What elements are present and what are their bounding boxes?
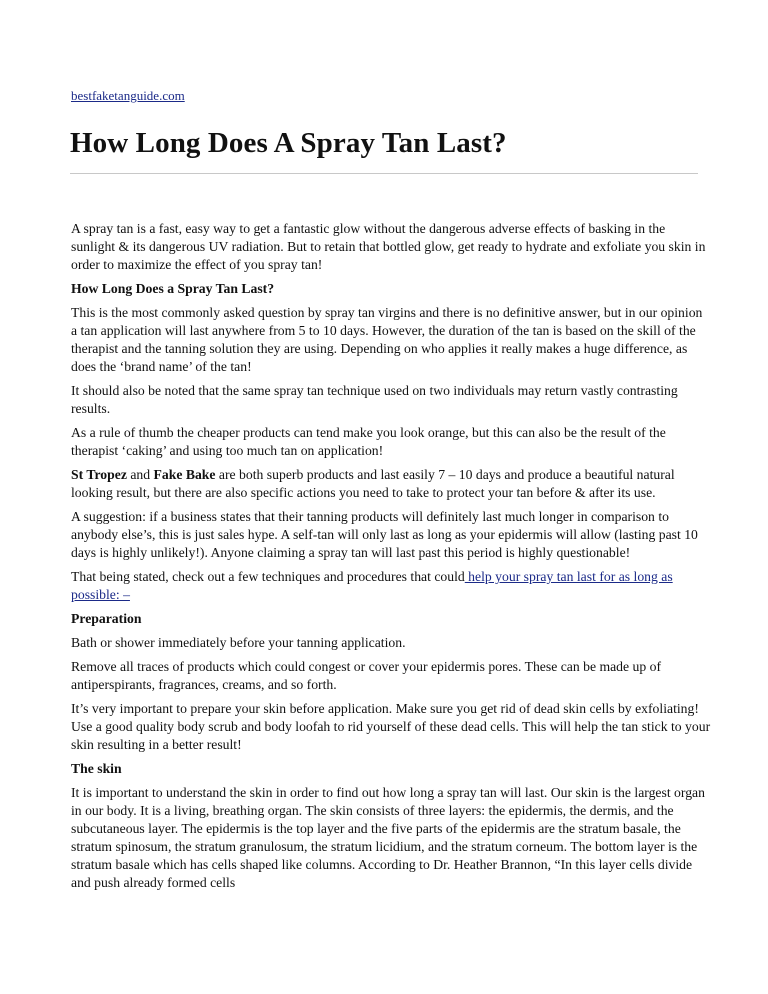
techniques-text: That being stated, check out a few techniques and procedures that could [71, 569, 465, 584]
title-divider [70, 173, 698, 174]
paragraph-bath: Bath or shower immediately before your tanning application. [71, 635, 406, 650]
page-title: How Long Does A Spray Tan Last? [70, 127, 507, 159]
brand-st-tropez: St Tropez [71, 467, 127, 482]
help-spray-tan-link[interactable]: help your spray tan last for as long as possible: – [71, 569, 673, 602]
section-heading-preparation: Preparation [71, 611, 142, 626]
brands-text: are both superb products and last easily 7 – 10 days and produce a beautiful natural looking result, but there are also specific actions you need to take to protect your tan before & after its use. [71, 467, 675, 500]
section-heading-skin: The skin [71, 761, 122, 776]
brand-conjunction: and [126, 467, 154, 482]
paragraph-skin: It is important to understand the skin in order to find out how long a spray tan will last. Our skin is the largest organ in our body. It is a living, breathing organ. The skin consists of three layers: the epidermis, the dermis, and the subcutaneous layer. The epidermis is the top layer and the five parts of the epidermis are the stratum basale, the stratum spinosum, the stratum granulosum, the stratum licidium, and the stratum corneum. The bottom layer is the stratum basale which has cells shaped like columns. According to Dr. Heather Brannon, “In this layer cells divide and push already formed cells [71, 785, 705, 890]
section-heading-how-long: How Long Does a Spray Tan Last? [71, 281, 275, 296]
site-link[interactable]: bestfaketanguide.com [71, 88, 185, 103]
paragraph-definitive-answer: This is the most commonly asked question by spray tan virgins and there is no definitive answer, but in our opinion a tan application will last anywhere from 5 to 10 days. However, the duration of the tan is based on the skill of the therapist and the tanning solution they are using. Depending on who applies it really makes a huge difference, as does the ‘brand name’ of the tan! [71, 305, 703, 374]
paragraph-rule-of-thumb: As a rule of thumb the cheaper products can tend make you look orange, but this can also be the result of the therapist ‘caking’ and using too much tan on application! [71, 425, 666, 458]
intro-paragraph: A spray tan is a fast, easy way to get a fantastic glow without the dangerous adverse effects of basking in the sunlight & its dangerous UV radiation. But to retain that bottled glow, get ready to hydrate and exfoliate you skin in order to maximize the effect of you spray tan! [71, 221, 706, 272]
paragraph-exfoliate: It’s very important to prepare your skin before application. Make sure you get rid of dead skin cells by exfoliating! Use a good quality body scrub and body loofah to rid yourself of these dead cells. This will help the tan stick to your skin resulting in a better result! [71, 701, 711, 752]
paragraph-suggestion: A suggestion: if a business states that their tanning products will definitely last much longer in comparison to anybody else’s, this is just sales hype. A self-tan will only last as long as your epidermis will allow (lasting past 10 days is highly unlikely!). Anyone claiming a spray tan will last past this period is highly questionable! [71, 509, 698, 560]
paragraph-brands [71, 466, 711, 502]
article-body [71, 220, 711, 898]
paragraph-techniques [71, 568, 711, 604]
paragraph-contrasting-results: It should also be noted that the same spray tan technique used on two individuals may return vastly contrasting results. [71, 383, 678, 416]
brand-fake-bake: Fake Bake [153, 467, 216, 482]
paragraph-remove-products: Remove all traces of products which could congest or cover your epidermis pores. These can be made up of antiperspirants, fragrances, creams, and so forth. [71, 659, 662, 692]
